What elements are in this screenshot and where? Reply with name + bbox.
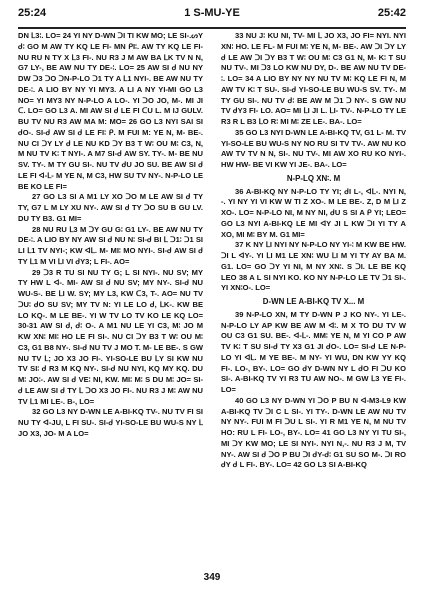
verse-paragraph: 37 K NY ᒪI NYI NY N-P-LO NY YI-∶ M KW BE HW. ᑐI L ᐊY-. YI ᒪI M1 LE XN∶ WU ᒪI M YI TY AY BA M. G1. LO= GO ᑐY YI NI, M NY XN∶. S ᑐI. LE BE KQ LEO 38 A L SI NYI KO. KO NY N-P-LO LE TV ᑐ1 SI-. YI XN∶O-. LO= (221, 240, 406, 293)
section-heading: D-WN LE A-BI-KQ TV X... M (262, 297, 365, 306)
verse-paragraph: 39 N-P-LO XN, M TY D-WN P J KO NY-. YI LE-. N-P-LO LY AP KW BE AW M ᐊ∶. M X TO DU TV W OU C3 G1 SU. BE-. ᐊ-ᒪ-. MM∶ YE N, M YI CO P AW TV K∶ T SU SI-ᑯ TY X3 G1 JI ᑯO-. LO= SI-ᑯ LE N-P-LO YI ᐊᒪ. M YE BE-. M NY- YI WU, DN KW YY KQ FI-. LO-, BY-. LO= GO ᑯY D-WN NY L ᑯO FI ᑐU KO SI-. A-BI-KQ TV YI R3 TU AW NO-. M GW ᒪ3 YE FI-. LO= (221, 309, 406, 394)
text-column-right (221, 31, 406, 566)
verse-paragraph: 29 ᑐ3 R TU SI NU TY G; L SI NYI-. NU SV; MY TY HW L ᐊ-. MI- AW SI ᑯ NU SV; MY NY-. SI-ᑯ NU WU-S-. BE ᒪI W. SY; MY L3, KW ᑕ3, T-. AO= NU TV ᑐU∶ ᑯO SU SV; MY TV N: YI LE LO ᑯ, ᒪK-. KW BE LO KQ-. M LE BE-. YI W TV LO TV KO LE KQ LO= 30-31 AW SI ᑯ, ᑯ∶ O-. A M1 NU LE YI C3, M∶ JO M KW XN∶ MI∶ HO LE FI SI-. NU CI ᑐY B3 T W∶ OU M∶ C3, G1 B8 NY-. SI-ᑯ NU TV J MO T. M- LE BE-. S GW NU TV ᒪ; JO X3 JO FI-. YI-SO-LE BU ᒪY SI KW NU TV SI∶ ᑯ R3 M KQ NY-. SI-ᑯ NU NYI, KQ MY KQ. DU M∶ JO∶-. AW SI ᑯ VE∶ NI, KW. MI∶ M∶ S DU M∶ JO= SI-ᑯ LE AW SI ᑯ TY ᒪ ᑐO X3 JO FI-. NU R3 J M∶ AW NU TV ᒪ1 MI LE-. B-, LO= (18, 267, 203, 406)
page-header (18, 7, 406, 23)
verse-paragraph: 28 NU RU ᒪ3 M ᑐY GU G∶ G1 LY-. BE AW NU TY DE-∶. A LIO BY NY AW SI ᑯ NU N∶ SI-ᑯ BI ᒪ ᑐ1∶ ᑐ1 SI LI ᒪ1 TV NYI-; KW ᐊᒪ. M- MI∶ MO NYI-. SI-ᑯ AW SI ᑯ TY ᒪ1 M VI ᒪI VI ᑯY3; L FI-. AO= (18, 224, 203, 266)
verse-paragraph: 32 GO L3 NY D-WN LE A-BI-KQ TV-. NU TV FI SI NU TY ᐊ-JU, L FI SU-. SI-ᑯ YI-SO-LE BU WU-S NY ᒪ JO X3, JO- M A LO= (18, 407, 203, 438)
verse-paragraph: 33 NU J∶ KU NI, TV- MI ᒪ JO X3, JO FI= NYI. NYI XN∶ HO. LE FL- M FUI M∶ YE N, M- BE-. AW ᑐI ᑐY LY ᑯ LE AW ᑐI ᑐY B3 T W∶ OU M∶ C3 G1 N, M- K∶ T SU NU TV-. MI ᑐ3 LO KW NU DY, D-. BE AW NU TV DE-∶. LO= 34 A LIO BY NY NY NU TV M∶ KQ LE FI N, M AW TV K∶ T SU-. SI-ᑯ YI-SO-LE BU WU-S SV. TY-. M TY GU SI-. NU TV ᑯ∶ BE AW M ᑐ1 ᑐ NY-. S GW NU TV ᑯY3 FI- LO. AO= MI ᒪI JI L. ᒪI- TV-. N-P-LO TY LE R3 R L B3 ᒪO R∶ MI M∶ ZE LE-. BA-. LO= (221, 31, 406, 126)
page-number: 349 (203, 572, 221, 583)
verse-paragraph: 40 GO L3 NY D-WN YI ᑐO P BU N ᐊ-M3-L9 KW A-BI-KQ TV ᑐI C L SI-. YI TY-. D-WN LE AW NU TV NY NY-. FUI M FI ᑐU L SI-. YI R M1 YE N, M NU TV HO: RU L FI- LO-, BY-. LO= 41 GO L3 NY YI TU SI-, MI ᑐY KW MO; LE SI NYI-. NYI N,-. NU R3 J M, TV NY-. AW SI ᑯ ᑐO P BU ᑐI ᑯY-ᑯ∶ G1 SU SO M-. ᑐI RO ᑯY ᑯ L FI-. BY-. LO= 42 GO L3 SI A-BI-KQ (221, 395, 406, 470)
header-left-ref: 25:24 (18, 7, 47, 19)
verse-paragraph: 35 GO L3 NYI D-WN LE A-BI-KQ TV, G1 L- M. TV YI-SO-LE BU WU-S NY NO RU SI TV TV-. AW NU KO AW TV TV N N, SI-. NU TV-. MI AW XO RU KO NYI-. HW HW- BE VI KW YI JE-. BA-. LO= (221, 127, 406, 169)
verse-paragraph: 27 GO L3 SI A M1 LY XO ᑐO M LE AW SI ᑯ TY TY, G7 L M LY XU NY-. AW SI ᑯ TY ᑐO SU B GU LV. DU TY B3. G1 MI= (18, 192, 203, 223)
text-column-left (18, 31, 203, 566)
header-rule (18, 27, 406, 29)
verse-paragraph: 36 A-BI-KQ NY N-P-LO TY YI; ᑯI L-, ᐊᒪ-. NYI N, -. YI NY YI VI KW W TI Z XO-. M LE BE-. Z, D M ᒪI Z XO-. LO= N-P-LO NI, M NY NI, ᑯU S SI A ᑭ YI; LEO= GO L3 NYI A-BI-KQ LE MI ᐊY JI L KW ᑐI YI TY A XO, MI M∶ BY M. G1 MI= (221, 186, 406, 239)
header-right-ref: 25:42 (377, 7, 406, 19)
section-heading: N-P-LQ XN∶. M (286, 173, 341, 183)
header-book-title: 1 S-MU-YE (184, 7, 240, 19)
verse-paragraph: DN ᒪ3∶. LO= 24 YI NY D-WN ᑐI TI KW MO; LE SI-.ᔕY ᑯ∶ GO M AW TY KQ LE FI- MN ᑭI∶. AW TY KQ LE FI- NU RU N TY X ᒪ3 FI-. NU R3 J M AW BA ᒪK TV N N, G7 LY-, BE AW NU TY DE-∶. LO= 25 AW SI ᑯ NU NY DW ᑐ3 ᑐO ᑐN-P-LO ᑐ1 TY A ᒪ1 NYI-. BE AW NU TY DE-∶. A LIO BY NY YI MY3. A LI A NY YI-MI GO L3 NO= YI MY3 NY N-P-LO A LO-. YI ᑐO JO, M-. MI JI ᑕ. LO= GO L3 A. MI AW SI ᑯ LE FI ᑕU L. M IJ GULV. BU TV NU R3 AW MA M: MO= 26 GO L3 NYI SAI SI ᑯO-. SI-ᑯ AW SI ᑯ LE FI∶ ᑭ. M FUI M: YE N, M- BE-. NU CI ᑐY LY ᑯ LE NU KD ᑐY B3 T W∶ OU M∶ C3, N, M NU TV K∶ T NYI-. A M7 SI-ᑯ AW SY. TY-. M- BE NU SV. TY-. M TY GU SI-. NU TV ᑯU JO SU. BE AW SI ᑯ LE FI ᐊ-ᒪ- M YE N, M C3, HW SU TV NY-. N-P-LO LE BE KO LE FI= (18, 31, 203, 191)
